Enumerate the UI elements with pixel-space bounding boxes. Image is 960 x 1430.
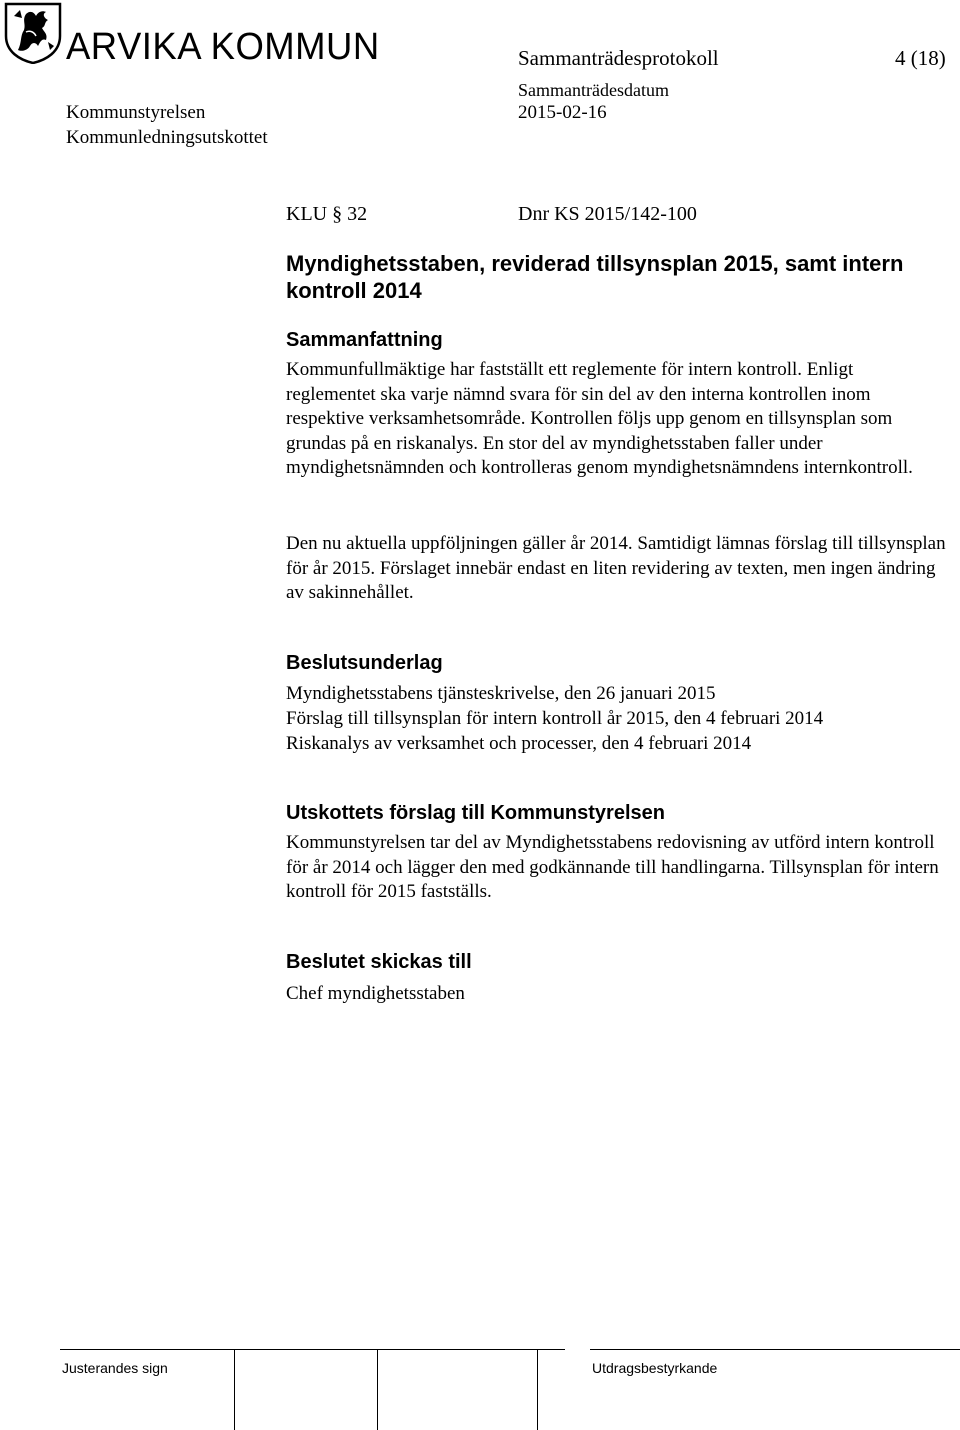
case-number: KLU § 32 bbox=[286, 203, 368, 225]
proposal-text: Kommunstyrelsen tar del av Myndighetsstabens redovisning av utförd intern kontroll för år 2014 och lägger den med godkännande till handlingarna. Tillsynsplan för intern kontroll för 2015 fastställs. bbox=[286, 832, 939, 902]
decision-basis-item: Förslag till tillsynsplan för intern kontroll år 2015, den 4 februari 2014 bbox=[286, 708, 824, 729]
decision-basis-heading: Beslutsunderlag bbox=[286, 652, 443, 674]
document-type: Sammanträdesprotokoll bbox=[518, 46, 719, 70]
sent-to-heading: Beslutet skickas till bbox=[286, 951, 472, 973]
summary-heading: Sammanfattning bbox=[286, 329, 443, 351]
brand-name: ARVIKA KOMMUN bbox=[66, 26, 380, 68]
proposal-heading: Utskottets förslag till Kommunstyrelsen bbox=[286, 802, 665, 824]
extract-certification-label: Utdragsbestyrkande bbox=[592, 1360, 718, 1376]
signature-box-divider bbox=[377, 1349, 378, 1430]
sent-to-recipient: Chef myndighetsstaben bbox=[286, 983, 465, 1004]
signature-box-divider bbox=[234, 1349, 235, 1430]
signature-label: Justerandes sign bbox=[62, 1360, 168, 1376]
org-name-committee: Kommunledningsutskottet bbox=[66, 127, 268, 148]
municipal-coat-of-arms-logo bbox=[4, 2, 62, 64]
meeting-date-label: Sammanträdesdatum bbox=[518, 80, 669, 100]
page-number: 4 (18) bbox=[895, 46, 946, 70]
case-dnr: Dnr KS 2015/142-100 bbox=[518, 203, 697, 225]
org-name-board: Kommunstyrelsen bbox=[66, 102, 206, 123]
footer-divider-left bbox=[60, 1349, 565, 1350]
footer-divider-right bbox=[590, 1349, 960, 1350]
decision-basis-item: Myndighetsstabens tjänsteskrivelse, den 26 januari 2015 bbox=[286, 683, 716, 704]
coat-of-arms-icon bbox=[4, 2, 62, 64]
case-title: Myndighetsstaben, reviderad tillsynsplan 2015, samt intern kontroll 2014 bbox=[286, 251, 904, 303]
signature-box-divider bbox=[537, 1349, 538, 1430]
summary-paragraph-2: Den nu aktuella uppföljningen gäller år 2014. Samtidigt lämnas förslag till tillsynsplan för år 2015. Förslaget innebär endast en liten revidering av texten, men ingen ändring av sakinnehållet. bbox=[286, 533, 946, 603]
summary-paragraph-1: Kommunfullmäktige har fastställt ett reglemente för intern kontroll. Enligt reglementet ska varje nämnd svara för sin del av den interna kontrollen inom respektive verksamhetsområde. Kontrollen följs upp genom en tillsynsplan som grundas på en riskanalys. En stor del av myndighetsstaben faller under myndighetsnämnden och kontrolleras genom myndighetsnämndens internkontroll. bbox=[286, 359, 913, 478]
decision-basis-item: Riskanalys av verksamhet och processer, den 4 februari 2014 bbox=[286, 733, 752, 754]
meeting-date-value: 2015-02-16 bbox=[518, 102, 607, 123]
